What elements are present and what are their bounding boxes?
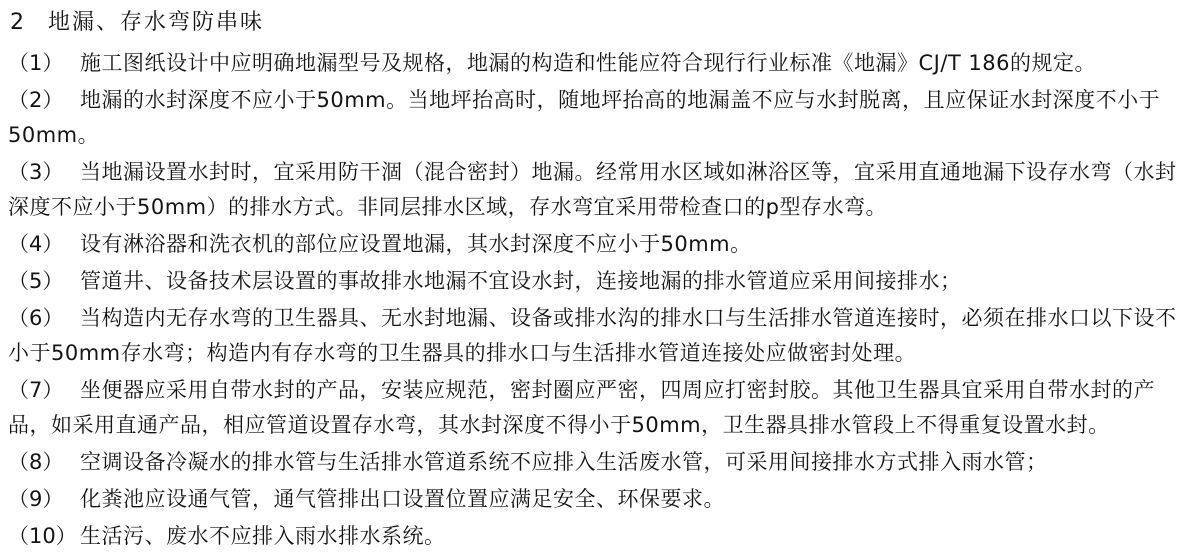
clause-text: 当地漏设置水封时，宜采用防干涸（混合密封）地漏。经常用水区域如淋浴区等，宜采用直通地漏下设存水弯（水封深度不应小于50mm）的排水方式。非同层排水区域，存水弯宜采用带检查口的p型存水弯。 (8, 160, 1177, 219)
clause-number: （6） (8, 306, 64, 330)
clause-item (8, 519, 1192, 554)
clause-item (8, 373, 1192, 443)
clause-text: 坐便器应采用自带水封的产品，安装应规范，密封圈应严密，四周应打密封胶。其他卫生器具宜采用自带水封的产品，如采用直通产品，相应管道设置存水弯，其水封深度不得小于50mm，卫生器具排水管段上不得重复设置水封。 (8, 378, 1155, 437)
clause-number: （3） (8, 160, 64, 184)
clause-item (8, 445, 1192, 480)
clause-text: 管道井、设备技术层设置的事故排水地漏不宜设水封，连接地漏的排水管道应采用间接排水； (80, 269, 962, 293)
clause-text: 化粪池应设通气管，通气管排出口设置位置应满足安全、环保要求。 (80, 487, 725, 511)
clause-item (8, 46, 1192, 81)
clause-number: （5） (8, 269, 64, 293)
clause-number: （2） (8, 88, 64, 112)
clause-text: 施工图纸设计中应明确地漏型号及规格，地漏的构造和性能应符合现行行业标准《地漏》CJ/T 186的规定。 (80, 51, 1097, 75)
clause-number: （9） (8, 487, 64, 511)
clause-number: （7） (8, 378, 64, 402)
clause-text: 空调设备冷凝水的排水管与生活排水管道系统不应排入生活废水管，可采用间接排水方式排入雨水管； (80, 450, 1048, 474)
clause-number: （4） (8, 232, 64, 256)
clause-text: 当构造内无存水弯的卫生器具、无水封地漏、设备或排水沟的排水口与生活排水管道连接时，必须在排水口以下设不小于50mm存水弯；构造内有存水弯的卫生器具的排水口与生活排水管道连接处应做密封处理。 (8, 306, 1177, 365)
clause-item (8, 227, 1192, 262)
clause-item (8, 155, 1192, 225)
clause-number: （8） (8, 450, 64, 474)
section-heading (10, 5, 1192, 41)
section-number: 2 (10, 10, 24, 35)
clause-text: 地漏的水封深度不应小于50mm。当地坪抬高时，随地坪抬高的地漏盖不应与水封脱离，且应保证水封深度不小于50mm。 (8, 88, 1161, 147)
clause-text: 设有淋浴器和洗衣机的部位应设置地漏，其水封深度不应小于50mm。 (80, 232, 752, 256)
clause-item (8, 301, 1192, 371)
clause-text: 生活污、废水不应排入雨水排水系统。 (80, 524, 446, 548)
clause-item (8, 83, 1192, 153)
clause-item (8, 264, 1192, 299)
section-title: 地漏、存水弯防串味 (48, 10, 265, 35)
clause-number: （10） (8, 524, 77, 548)
clause-item (8, 482, 1192, 517)
clause-number: （1） (8, 51, 64, 75)
